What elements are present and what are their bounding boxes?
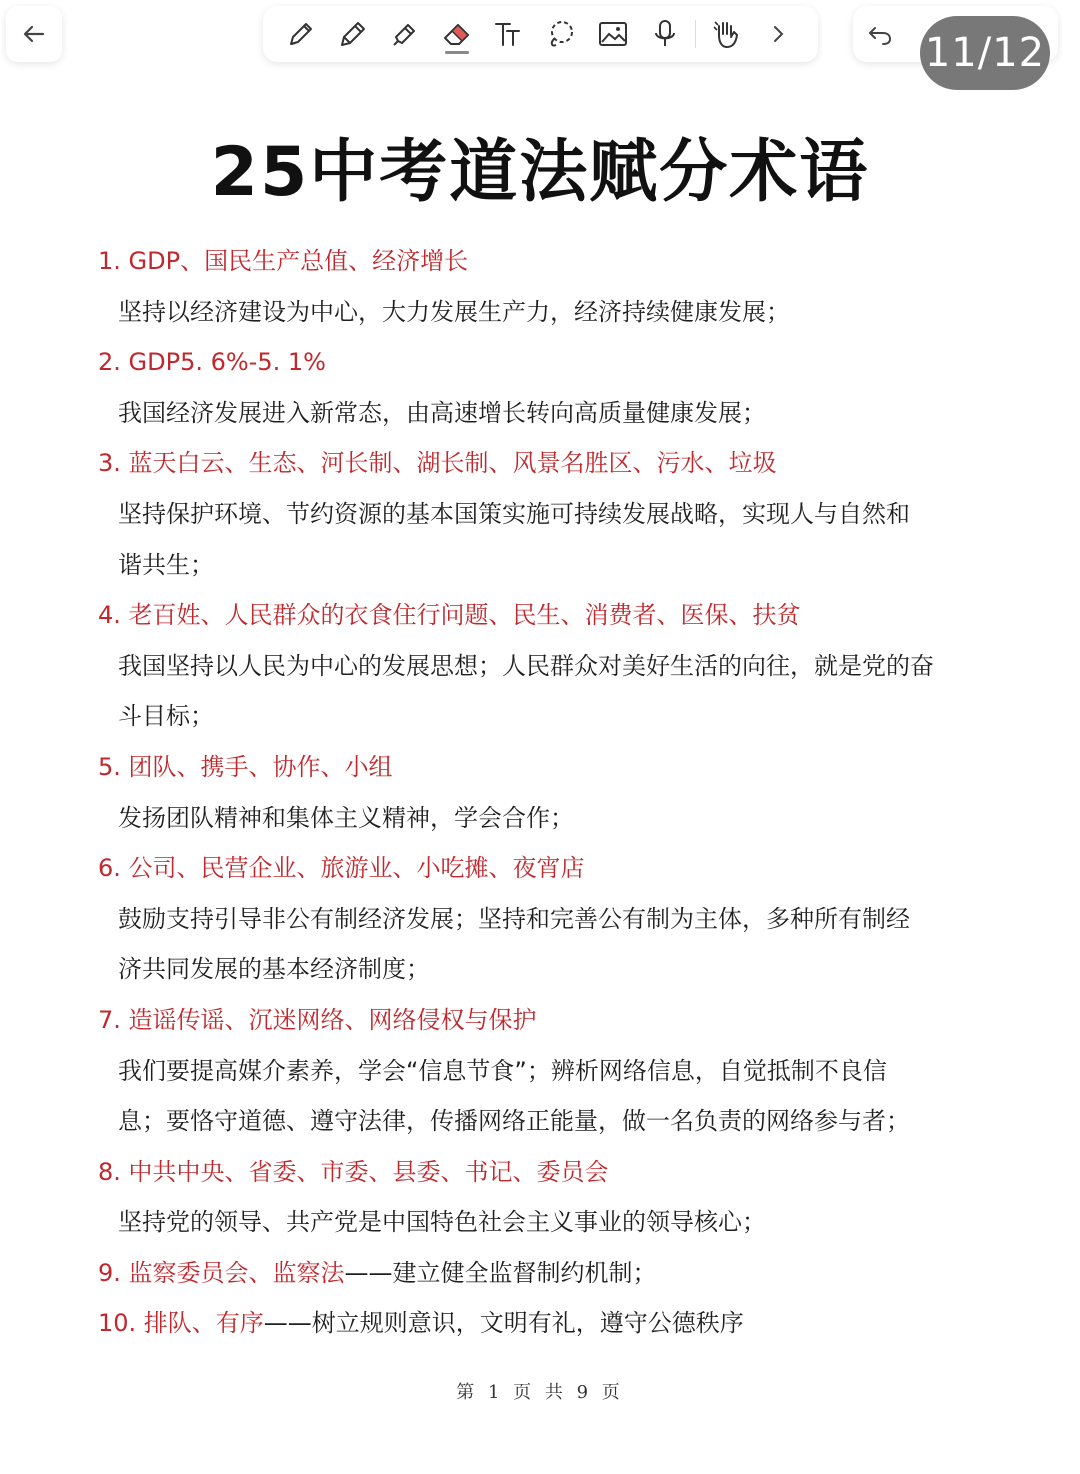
image-icon bbox=[596, 17, 630, 51]
eraser-tool[interactable] bbox=[431, 12, 483, 56]
highlighter-icon bbox=[388, 17, 422, 51]
item-body-6-line-2: 济共同发展的基本经济制度； bbox=[118, 955, 430, 984]
microphone-tool[interactable] bbox=[639, 12, 691, 56]
image-tool[interactable] bbox=[587, 12, 639, 56]
toolbar-divider bbox=[695, 20, 696, 48]
hand-icon bbox=[709, 17, 743, 51]
item-heading-6: 6. 公司、民营企业、旅游业、小吃摊、夜宵店 bbox=[98, 854, 585, 883]
lasso-tool[interactable] bbox=[535, 12, 587, 56]
pen-icon bbox=[284, 17, 318, 51]
pencil-icon bbox=[336, 17, 370, 51]
tool-palette bbox=[263, 6, 818, 62]
more-tools-button[interactable] bbox=[752, 12, 804, 56]
lasso-icon bbox=[544, 17, 578, 51]
item-heading-3: 3. 蓝天白云、生态、河长制、湖长制、风景名胜区、污水、垃圾 bbox=[98, 449, 777, 478]
item-body-2-line-1: 我国经济发展进入新常态，由高速增长转向高质量健康发展； bbox=[118, 398, 766, 427]
item-heading-1: 1. GDP、国民生产总值、经济增长 bbox=[98, 247, 469, 275]
item-body-3-line-2: 谐共生； bbox=[118, 550, 214, 579]
undo-button[interactable] bbox=[865, 19, 895, 49]
item-heading-10: 10. 排队、有序 bbox=[98, 1309, 264, 1338]
arrow-left-icon bbox=[21, 21, 47, 47]
hand-tool[interactable] bbox=[700, 12, 752, 56]
item-body-7-line-2: 息；要恪守道德、遵守法律，传播网络正能量，做一名负责的网络参与者； bbox=[118, 1107, 910, 1136]
text-tool[interactable] bbox=[483, 12, 535, 56]
item-body-5-line-1: 发扬团队精神和集体主义精神，学会合作； bbox=[118, 803, 574, 832]
highlighter-tool[interactable] bbox=[379, 12, 431, 56]
pencil-tool[interactable] bbox=[327, 12, 379, 56]
item-heading-9: 9. 监察委员会、监察法 bbox=[98, 1258, 345, 1287]
eraser-icon bbox=[440, 17, 474, 51]
item-heading-5: 5. 团队、携手、协作、小组 bbox=[98, 752, 393, 781]
item-text-9: ——建立健全监督制约机制； bbox=[344, 1258, 657, 1287]
item-heading-8: 8. 中共中央、省委、市委、县委、书记、委员会 bbox=[98, 1157, 609, 1186]
item-body-7-line-1: 我们要提高媒介素养，学会“信息节食”；辨析网络信息，自觉抵制不良信 bbox=[118, 1056, 887, 1085]
chevron-right-icon bbox=[767, 23, 789, 45]
item-body-1-line-1: 坚持以经济建设为中心，大力发展生产力，经济持续健康发展； bbox=[118, 297, 790, 326]
item-heading-2: 2. GDP5. 6%-5. 1% bbox=[98, 348, 326, 377]
page-indicator: 11/12 bbox=[920, 16, 1050, 90]
page-footer: 第 1 页 共 9 页 bbox=[456, 1382, 624, 1403]
undo-icon bbox=[865, 19, 895, 49]
pen-tool[interactable] bbox=[275, 12, 327, 56]
microphone-icon bbox=[648, 17, 682, 51]
item-10 bbox=[98, 1298, 998, 1349]
item-text-10: ——树立规则意识，文明有礼，遵守公德秩序 bbox=[263, 1309, 744, 1338]
item-body-3-line-1: 坚持保护环境、节约资源的基本国策实施可持续发展战略，实现人与自然和 bbox=[118, 499, 910, 528]
item-9 bbox=[98, 1248, 998, 1299]
item-body-6-line-1: 鼓励支持引导非公有制经济发展；坚持和完善公有制为主体，多种所有制经 bbox=[118, 904, 910, 933]
back-button[interactable] bbox=[6, 6, 62, 62]
item-body-4-line-2: 斗目标； bbox=[118, 702, 214, 731]
document-body bbox=[98, 236, 998, 1349]
item-body-8-line-1: 坚持党的领导、共产党是中国特色社会主义事业的领导核心； bbox=[118, 1208, 766, 1237]
item-heading-7: 7. 造谣传谣、沉迷网络、网络侵权与保护 bbox=[98, 1005, 537, 1034]
item-heading-4: 4. 老百姓、人民群众的衣食住行问题、民生、消费者、医保、扶贫 bbox=[98, 601, 801, 630]
item-body-4-line-1: 我国坚持以人民为中心的发展思想；人民群众对美好生活的向往，就是党的奋 bbox=[118, 651, 934, 680]
page-title: 25中考道法赋分术语 bbox=[210, 133, 870, 212]
text-icon bbox=[492, 17, 526, 51]
